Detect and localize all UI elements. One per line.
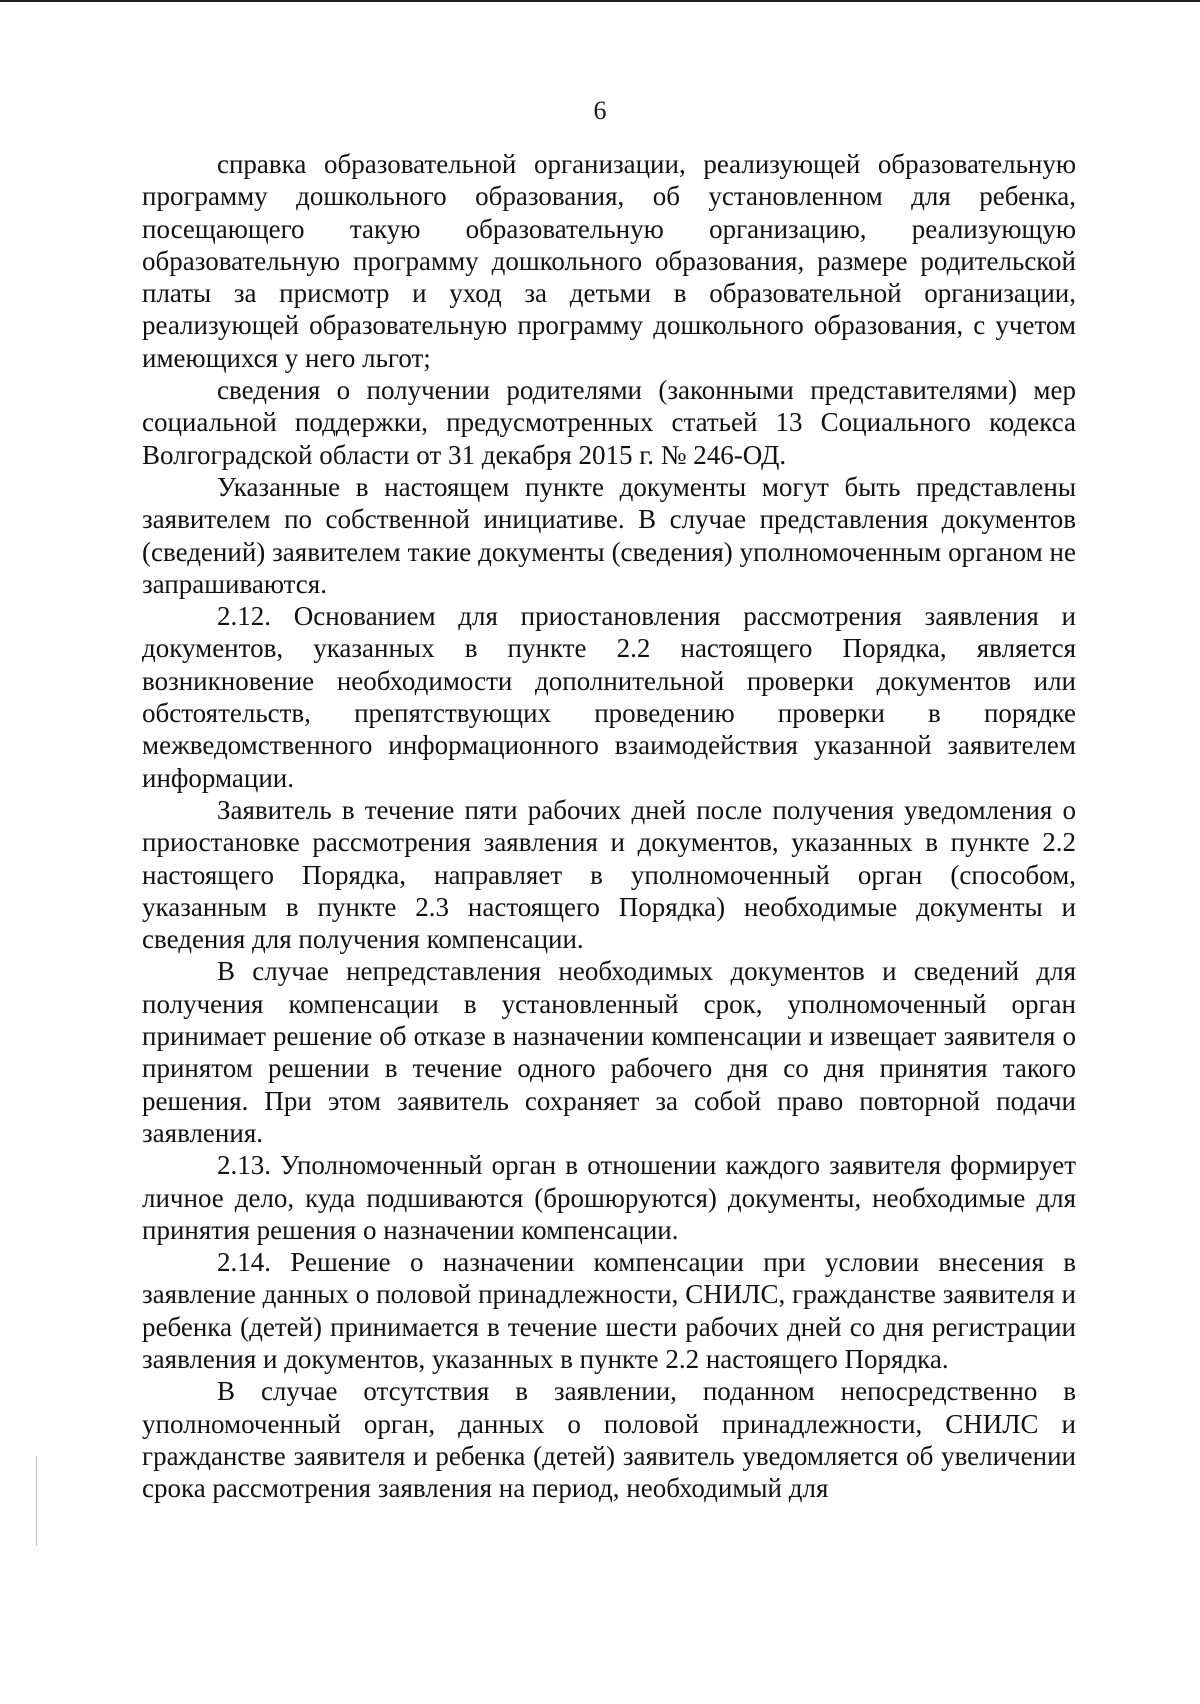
paragraph-refusal: В случае непредставления необходимых документов и сведений для получения компенсации в установленный срок, уполномоченный орган принимает решение об отказе в назначении компенсации и извещает заявителя о принятом решении в течение одного рабочего дня со дня принятия такого решения. При этом заявитель сохраняет за собой право повторной подачи заявления. [142, 956, 1076, 1148]
paragraph-applicant-five-days: Заявитель в течение пяти рабочих дней после получения уведомления о приостановке рассмотрения заявления и документов, указанных в пункте 2.2 настоящего Порядка, направляет в уполномоченный орган (способом, указанным в пункте 2.3 настоящего Порядка) необходимые документы и сведения для получения компенсации. [142, 794, 1076, 955]
paragraph-2-12: 2.12. Основанием для приостановления рассмотрения заявления и документов, указанных в пункте 2.2 настоящего Порядка, является возникновение необходимости дополнительной проверки документов или обстоятельств, препятствующих проведению проверки в порядке межведомственного информационного взаимодействия указанной заявителем информации. [142, 601, 1076, 793]
document-body [142, 148, 1076, 1504]
paragraph-social-support: сведения о получении родителями (законными представителями) мер социальной поддержки, предусмотренных статьей 13 Социального кодекса Волгоградской области от 31 декабря 2015 г. № 246-ОД. [142, 375, 1076, 470]
paragraph-certificate: справка образовательной организации, реализующей образовательную программу дошкольного образования, об установленном для ребенка, посещающего такую образовательную организацию, реализующую образовательную программу дошкольного образования, размере родительской платы за присмотр и уход за детьми в образовательной организации, реализующей образовательную программу дошкольного образования, с учетом имеющихся у него льгот; [142, 149, 1076, 373]
paragraph-2-13: 2.13. Уполномоченный орган в отношении каждого заявителя формирует личное дело, куда подшиваются (брошюруются) документы, необходимые для принятия решения о назначении компенсации. [142, 1150, 1076, 1245]
paragraph-2-14: 2.14. Решение о назначении компенсации при условии внесения в заявление данных о половой принадлежности, СНИЛС, гражданстве заявителя и ребенка (детей) принимается в течение шести рабочих дней со дня регистрации заявления и документов, указанных в пункте 2.2 настоящего Порядка. [142, 1247, 1076, 1374]
page-number: 6 [593, 96, 607, 125]
page-top-edge [0, 0, 1200, 2]
scan-margin-mark [36, 1456, 37, 1546]
paragraph-own-initiative: Указанные в настоящем пункте документы могут быть представлены заявителем по собственной инициативе. В случае представления документов (сведений) заявителем такие документы (сведения) уполномоченным органом не запрашиваются. [142, 471, 1076, 599]
paragraph-missing-data: В случае отсутствия в заявлении, поданном непосредственно в уполномоченный орган, данных о половой принадлежности, СНИЛС и гражданстве заявителя и ребенка (детей) заявитель уведомляется об увеличении срока рассмотрения заявления на период, необходимый для [142, 1376, 1076, 1504]
